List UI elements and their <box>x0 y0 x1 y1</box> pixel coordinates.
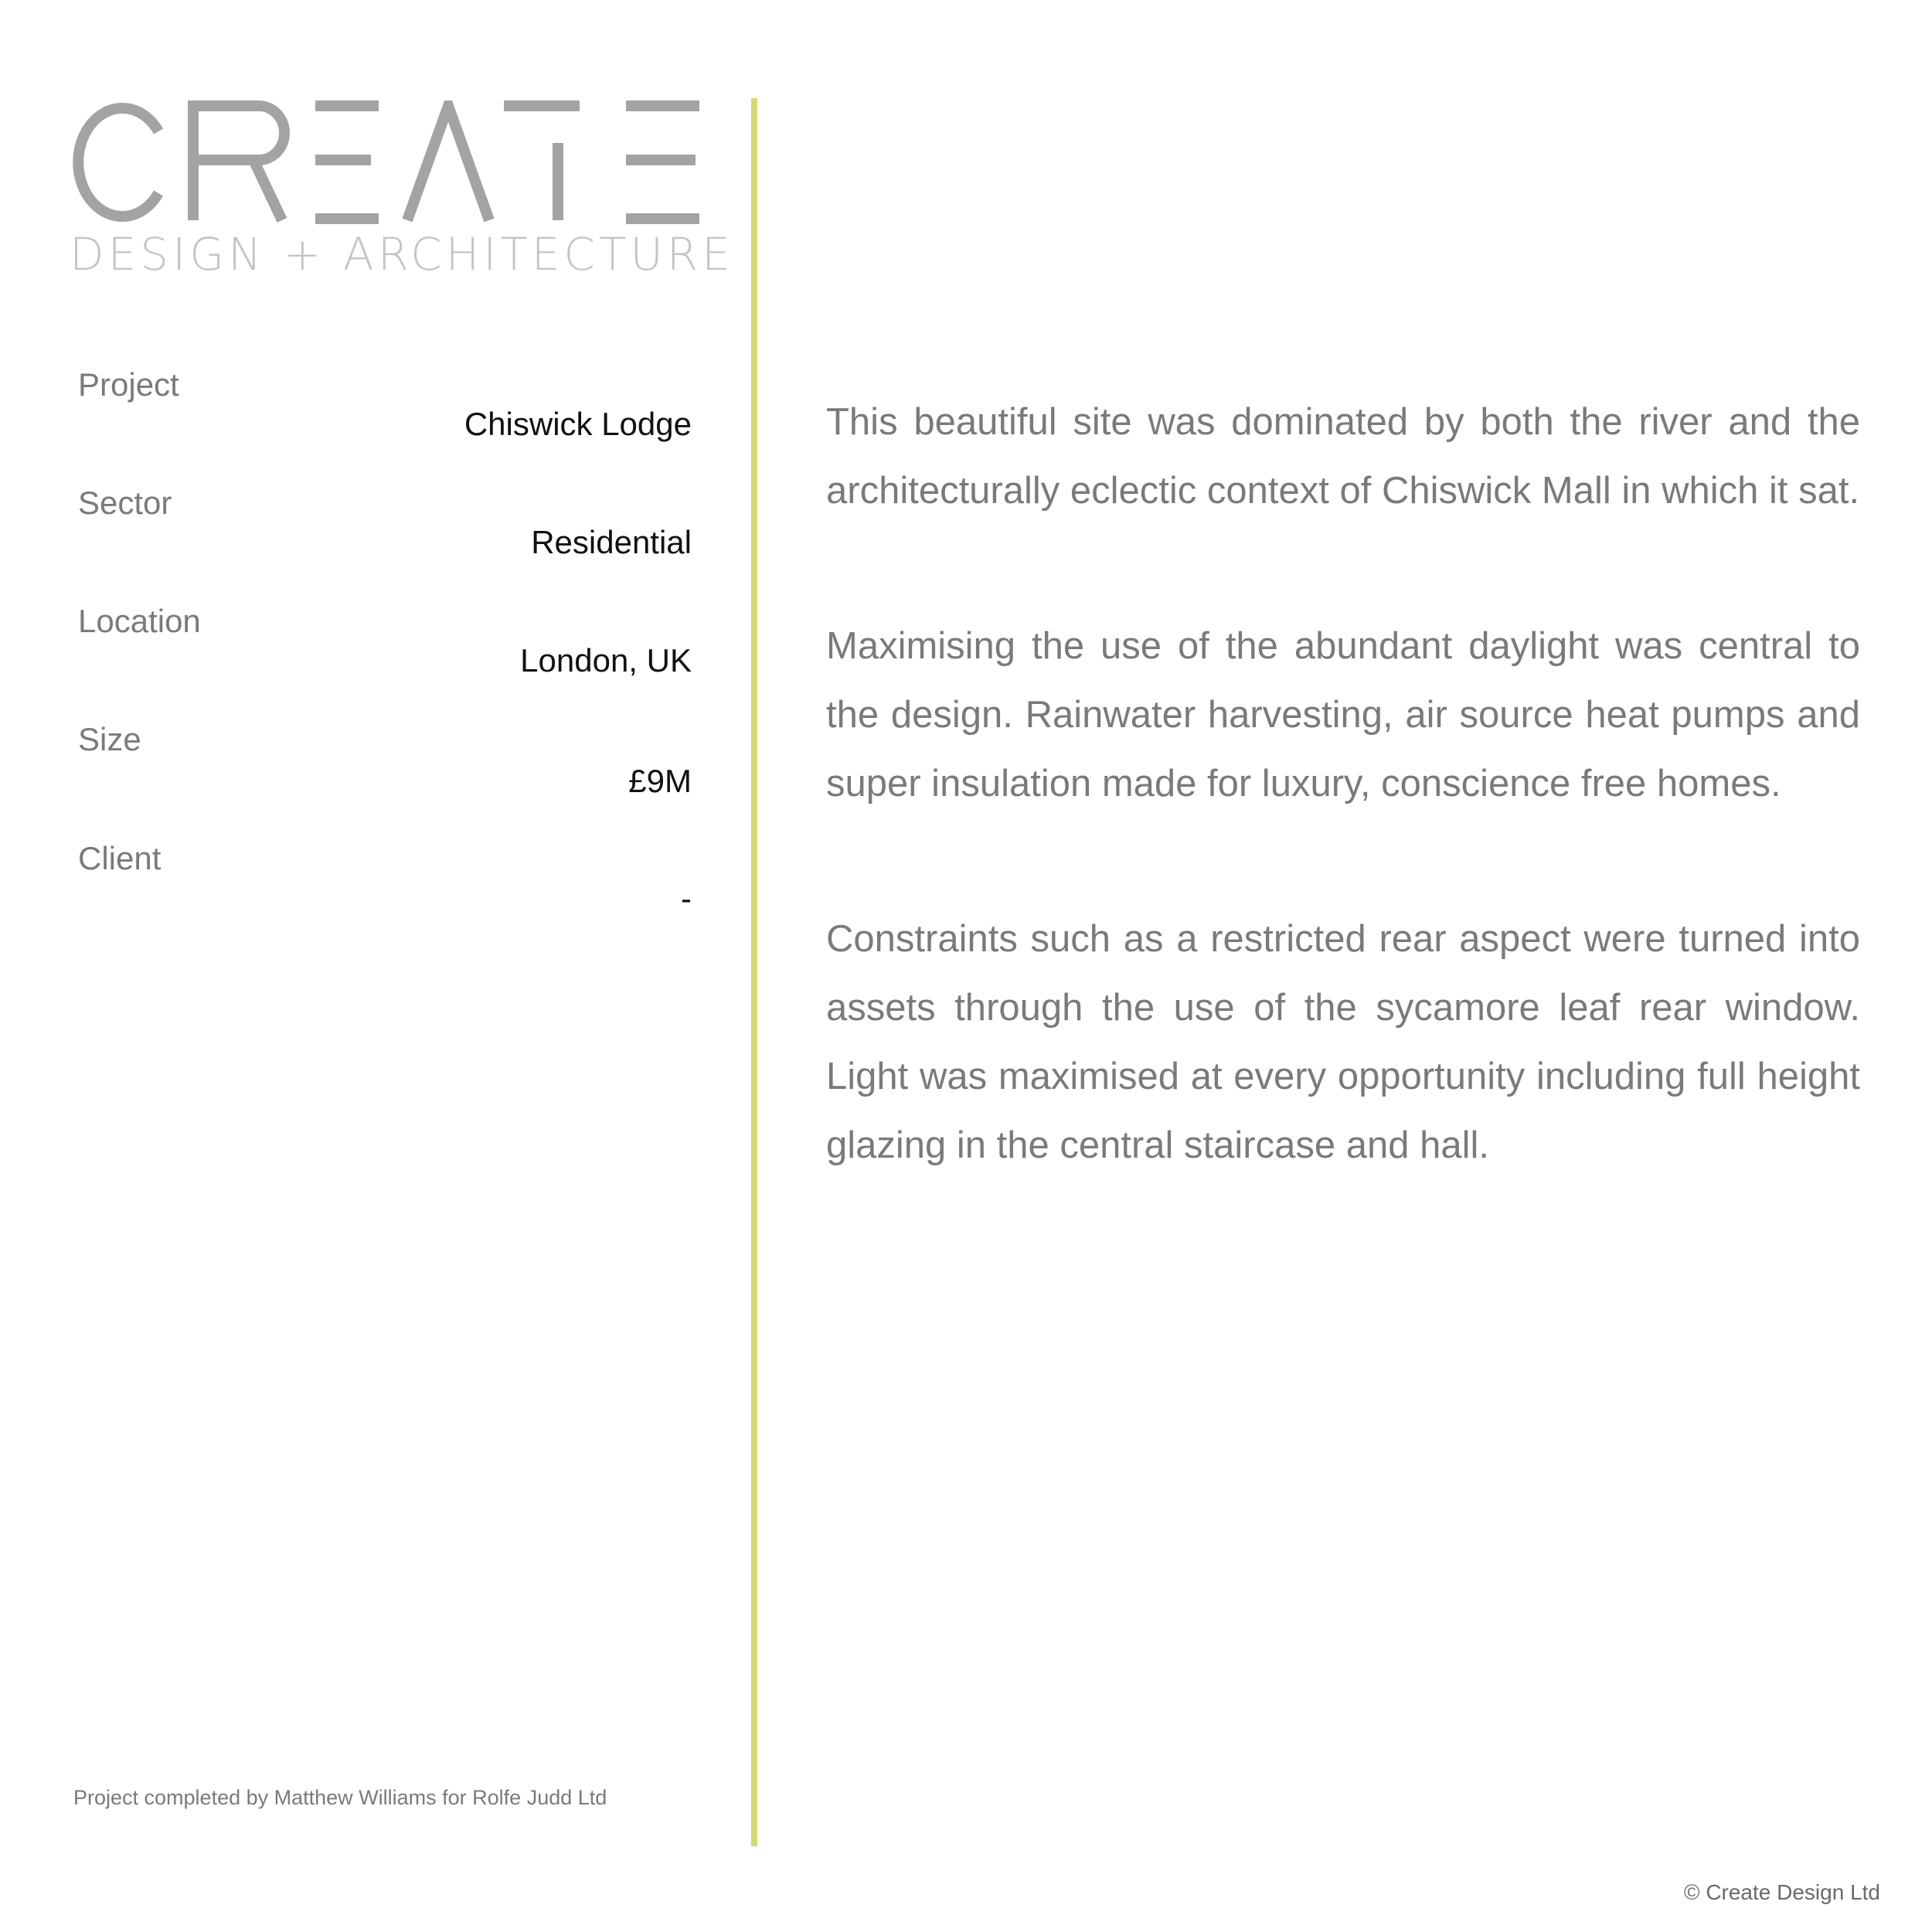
description-paragraph-1: This beautiful site was dominated by both the river and the architecturally eclectic context of Chiswick Mall in which it sat. <box>826 401 1860 512</box>
client-label: Client <box>78 840 162 876</box>
vertical-divider <box>751 98 757 1846</box>
project-label: Project <box>78 366 179 403</box>
create-logo-mark <box>70 100 703 224</box>
description-paragraph-2: Maximising the use of the abundant daylight was central to the design. Rainwater harvesting, air source heat pumps and super insulation made for luxury, conscience free homes. <box>826 625 1860 804</box>
sector-label: Sector <box>78 485 172 521</box>
description-paragraph-3: Constraints such as a restricted rear aspect were turned into assets through the use of the sycamore leaf rear window. Light was maximised at every opportunity including full height glazing in the central staircase and hall. <box>826 918 1860 1166</box>
project-description <box>826 388 1860 1267</box>
client-value: - <box>681 880 692 917</box>
copyright-notice: © Create Design Ltd <box>1683 1880 1880 1904</box>
size-value: £9M <box>628 763 692 799</box>
size-label: Size <box>78 721 141 757</box>
sector-value: Residential <box>531 524 692 560</box>
project-credit: Project completed by Matthew Williams for Rolfe Judd Ltd <box>73 1786 607 1809</box>
logo-tagline: DESIGN + ARCHITECTURE <box>70 228 734 281</box>
location-label: Location <box>78 603 201 639</box>
project-value: Chiswick Lodge <box>464 406 692 442</box>
location-value: London, UK <box>520 642 692 679</box>
